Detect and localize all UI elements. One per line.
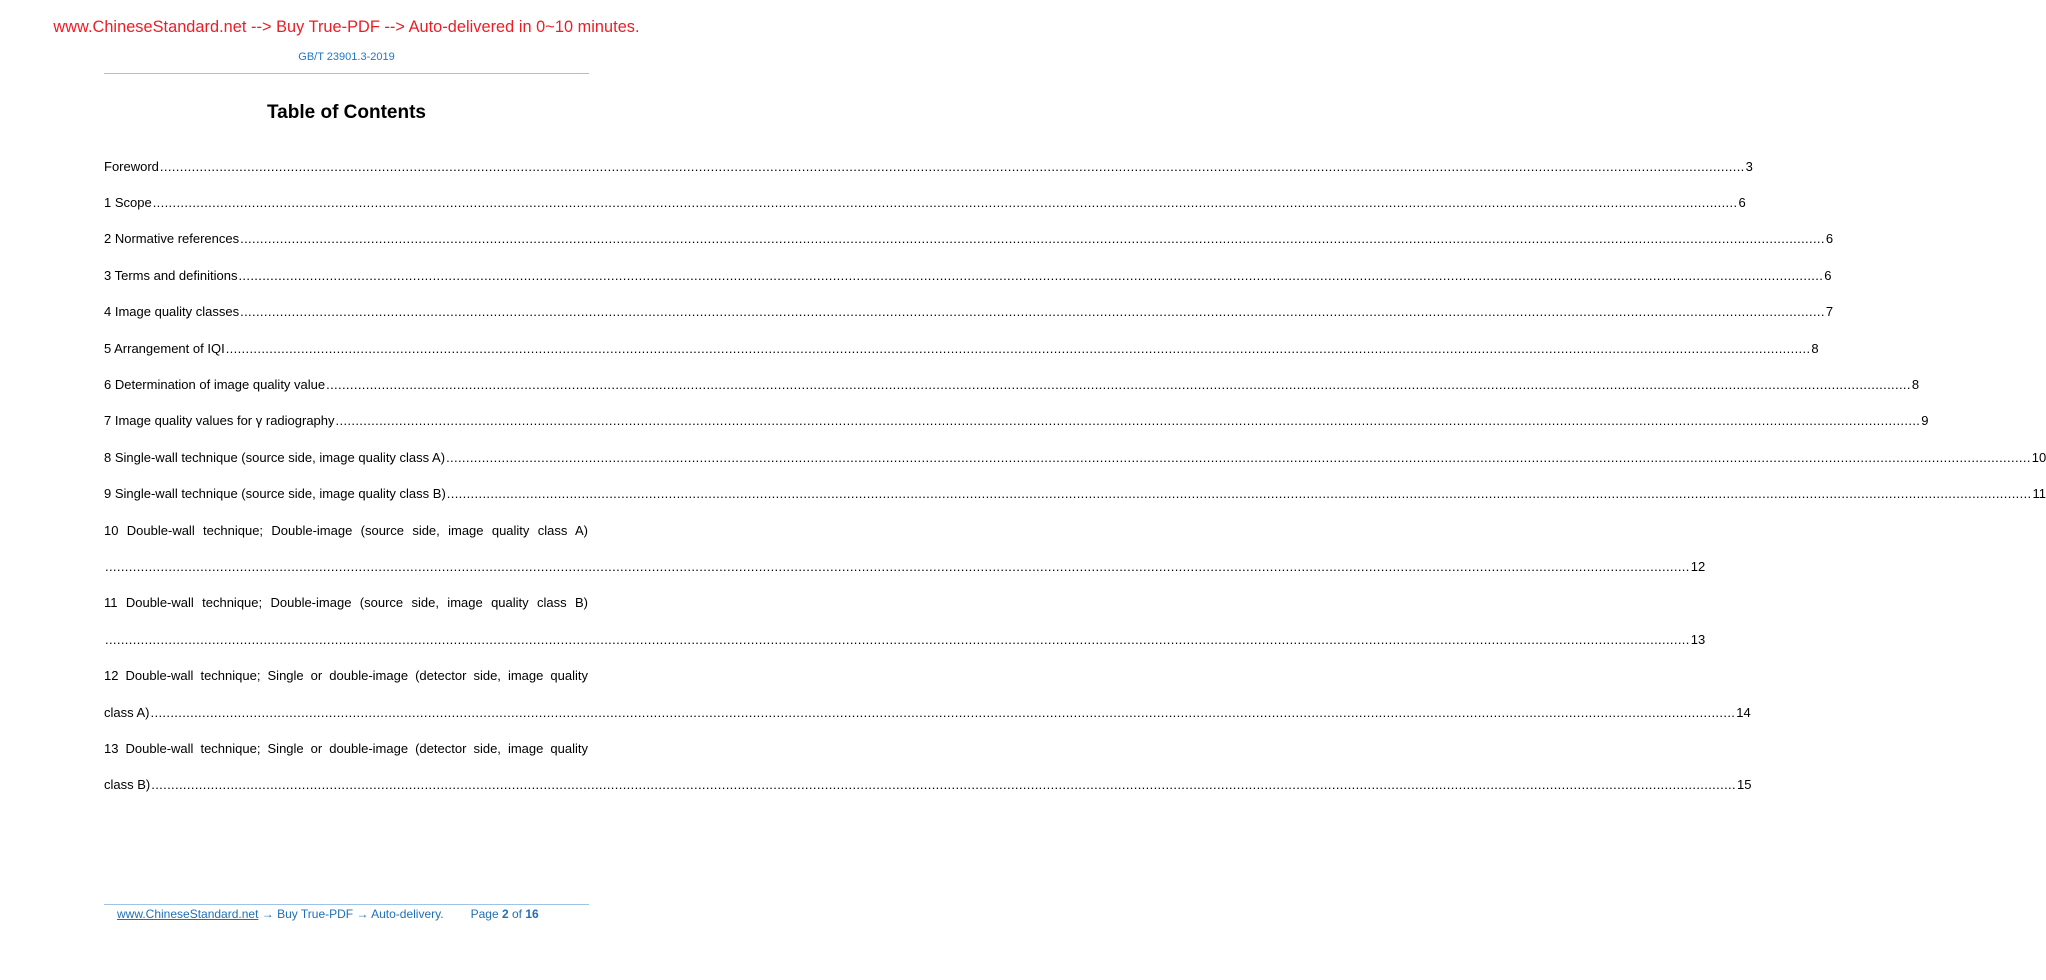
toc-entry-title-cont: class A) xyxy=(104,704,150,720)
toc-entry-page: 8 xyxy=(1811,340,1819,356)
toc-leader: ................................................................................................................................................................................................................................................................................................................................................................................................................ xyxy=(335,413,1921,429)
toc-leader: ................................................................................................................................................................................................................................................................................................................................................................................................................ xyxy=(240,304,1825,320)
toc-entry-page: 11 xyxy=(2032,486,2046,502)
toc-entry-title: 11 Double-wall technique; Double-image (source side, image quality class B) xyxy=(104,595,588,611)
toc-entry-title: 7 Image quality values for γ radiography xyxy=(104,413,335,429)
toc-leader: ................................................................................................................................................................................................................................................................................................................................................................................................................ xyxy=(446,449,2031,465)
toc-entry-title: 13 Double-wall technique; Single or double-image (detector side, image quality xyxy=(104,740,588,756)
toc-entry-single-wall-a[interactable] xyxy=(104,439,2046,475)
toc-entry-page: 7 xyxy=(1825,304,1834,320)
table-of-contents xyxy=(104,148,2046,803)
toc-entry-normative-references[interactable] xyxy=(104,221,1834,257)
toc-entry-title: Foreword xyxy=(104,158,159,174)
toc-entry-detector-side-a-line1[interactable] xyxy=(104,657,588,693)
footer-divider xyxy=(104,904,589,905)
toc-entry-title: 8 Single-wall technique (source side, image quality class A) xyxy=(104,449,446,465)
toc-leader: ................................................................................................................................................................................................................................................................................................................................................................................................................ xyxy=(152,195,1738,211)
toc-entry-page: 3 xyxy=(1745,158,1753,174)
toc-entry-page: 13 xyxy=(1690,631,1706,647)
page-label: Page xyxy=(470,907,499,921)
toc-entry-page: 10 xyxy=(2031,449,2046,465)
toc-entry-title: 5 Arrangement of IQI xyxy=(104,340,225,356)
toc-leader: ................................................................................................................................................................................................................................................................................................................................................................................................................ xyxy=(151,777,1736,793)
toc-leader: ................................................................................................................................................................................................................................................................................................................................................................................................................ xyxy=(150,704,1736,720)
toc-entry-double-wall-b-line2[interactable] xyxy=(104,621,1706,657)
toc-entry-page: 6 xyxy=(1824,267,1832,283)
toc-leader: ................................................................................................................................................................................................................................................................................................................................................................................................................ xyxy=(105,631,1690,647)
toc-entry-title: 1 Scope xyxy=(104,195,152,211)
header-divider xyxy=(104,73,589,74)
toc-leader: ................................................................................................................................................................................................................................................................................................................................................................................................................ xyxy=(326,377,1911,393)
toc-entry-title-cont: class B) xyxy=(104,777,151,793)
page-footer xyxy=(117,907,539,921)
of-label: of xyxy=(512,907,523,921)
toc-leader: ................................................................................................................................................................................................................................................................................................................................................................................................................ xyxy=(446,486,2032,502)
toc-entry-image-quality-classes[interactable] xyxy=(104,294,1834,330)
toc-leader: ................................................................................................................................................................................................................................................................................................................................................................................................................ xyxy=(105,558,1690,574)
toc-entry-page: 14 xyxy=(1736,704,1751,720)
toc-entry-page: 12 xyxy=(1690,558,1706,574)
toc-entry-page: 9 xyxy=(1921,413,1929,429)
toc-entry-arrangement-iqi[interactable] xyxy=(104,330,1819,366)
document-number: GB/T 23901.3-2019 xyxy=(298,51,395,63)
promo-banner: www.ChineseStandard.net --> Buy True-PDF --> Auto-delivered in 0~10 minutes. xyxy=(53,18,640,36)
toc-entry-title: 4 Image quality classes xyxy=(104,304,240,320)
toc-entry-page: 15 xyxy=(1736,777,1752,793)
toc-entry-title: 3 Terms and definitions xyxy=(104,267,238,283)
toc-entry-title: 10 Double-wall technique; Double-image (source side, image quality class A) xyxy=(104,522,588,538)
toc-entry-determination[interactable] xyxy=(104,366,1920,402)
toc-leader: ................................................................................................................................................................................................................................................................................................................................................................................................................ xyxy=(238,267,1824,283)
page-current: 2 xyxy=(501,907,509,921)
toc-entry-title: 9 Single-wall technique (source side, image quality class B) xyxy=(104,486,446,502)
toc-entry-page: 8 xyxy=(1911,377,1920,393)
toc-entry-single-wall-b[interactable] xyxy=(104,476,2046,512)
toc-leader: ................................................................................................................................................................................................................................................................................................................................................................................................................ xyxy=(225,340,1811,356)
toc-entry-double-wall-a-line1[interactable] xyxy=(104,512,588,548)
footer-tagline: → Buy True-PDF → Auto-delivery. xyxy=(258,907,444,921)
toc-entry-gamma-radiography[interactable] xyxy=(104,403,1929,439)
page-title: Table of Contents xyxy=(266,102,427,123)
toc-entry-page: 6 xyxy=(1738,195,1746,211)
toc-entry-foreword[interactable] xyxy=(104,148,1753,184)
footer-link[interactable]: www.ChineseStandard.net xyxy=(117,907,259,921)
toc-leader: ................................................................................................................................................................................................................................................................................................................................................................................................................ xyxy=(159,158,1745,174)
toc-entry-terms[interactable] xyxy=(104,257,1832,293)
toc-entry-detector-side-a-line2[interactable] xyxy=(104,694,1751,730)
toc-entry-detector-side-b-line2[interactable] xyxy=(104,767,1752,803)
toc-entry-title: 12 Double-wall technique; Single or double-image (detector side, image quality xyxy=(104,668,588,684)
toc-entry-scope[interactable] xyxy=(104,184,1746,220)
toc-entry-title: 6 Determination of image quality value xyxy=(104,377,326,393)
toc-leader: ................................................................................................................................................................................................................................................................................................................................................................................................................ xyxy=(240,231,1825,247)
toc-entry-double-wall-a-line2[interactable] xyxy=(104,548,1706,584)
toc-entry-detector-side-b-line1[interactable] xyxy=(104,730,588,766)
page-total: 16 xyxy=(525,907,539,921)
toc-entry-double-wall-b-line1[interactable] xyxy=(104,585,588,621)
toc-entry-page: 6 xyxy=(1825,231,1834,247)
toc-entry-title: 2 Normative references xyxy=(104,231,240,247)
